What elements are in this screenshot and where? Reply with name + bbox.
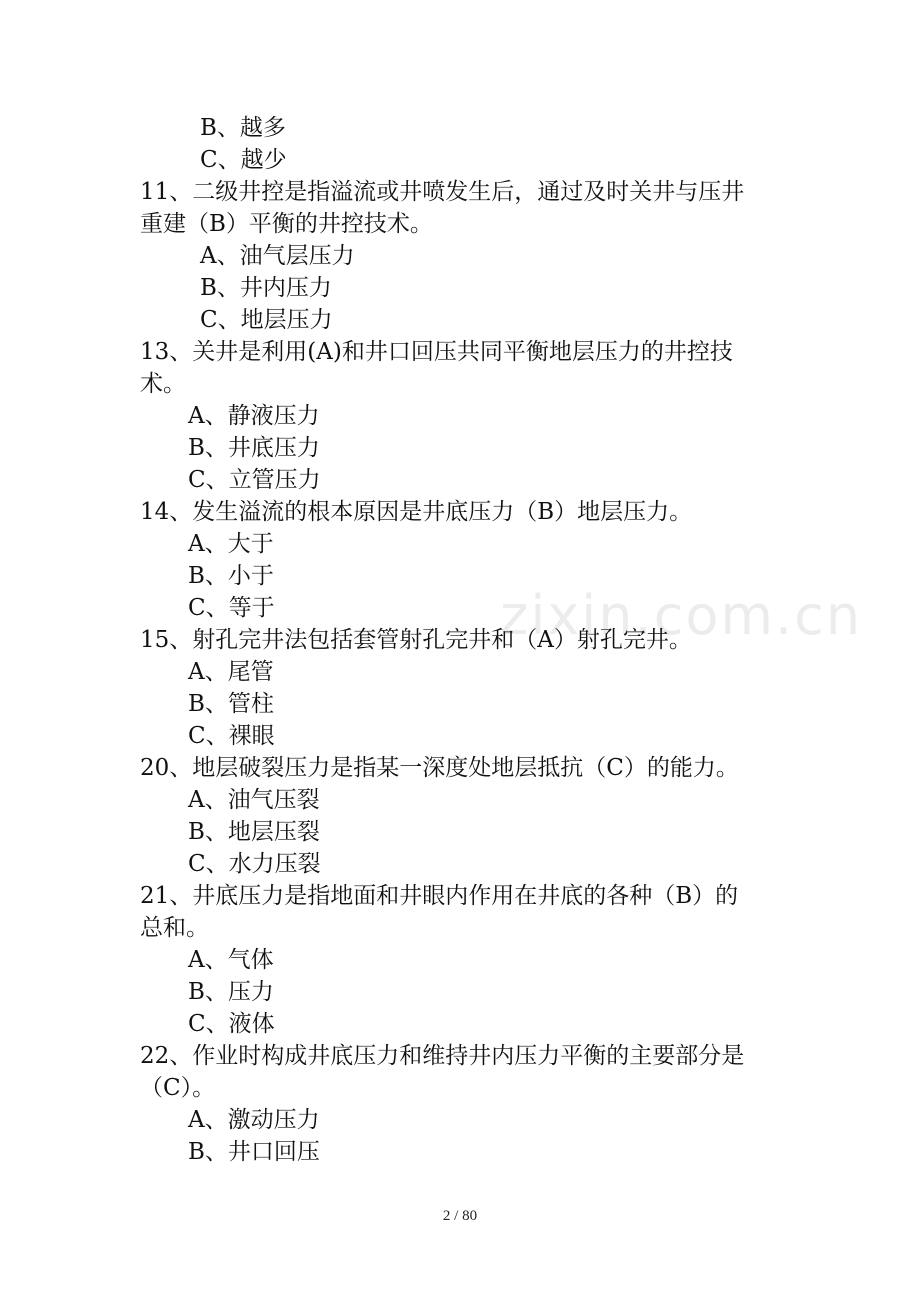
question-line: 11、二级井控是指溢流或井喷发生后，通过及时关井与压井 xyxy=(140,179,745,205)
option-line: C、立管压力 xyxy=(188,467,321,493)
option-line: C、地层压力 xyxy=(200,307,333,333)
option-line: C、等于 xyxy=(188,595,275,621)
question-line: 15、射孔完井法包括套管射孔完井和（A）射孔完井。 xyxy=(140,627,692,653)
option-line: B、井内压力 xyxy=(200,275,332,301)
option-line: C、越少 xyxy=(200,147,287,173)
option-line: A、静液压力 xyxy=(188,403,320,429)
question-line: 13、关井是利用(A)和井口回压共同平衡地层压力的井控技 xyxy=(140,339,733,365)
question-line: （C）。 xyxy=(140,1075,216,1101)
option-line: B、井底压力 xyxy=(188,435,320,461)
page-number: 2 / 80 xyxy=(442,1208,478,1224)
option-line: B、压力 xyxy=(188,979,274,1005)
option-line: A、大于 xyxy=(188,531,274,557)
option-line: C、裸眼 xyxy=(188,723,275,749)
option-line: B、小于 xyxy=(188,563,274,589)
option-line: A、尾管 xyxy=(188,659,274,685)
question-line: 21、井底压力是指地面和井眼内作用在井底的各种（B）的 xyxy=(140,883,739,909)
question-line: 总和。 xyxy=(140,915,209,941)
watermark: zixin.com.cn xyxy=(500,584,863,647)
option-line: B、管柱 xyxy=(188,691,274,717)
question-line: 20、地层破裂压力是指某一深度处地层抵抗（C）的能力。 xyxy=(140,755,739,781)
option-line: A、激动压力 xyxy=(188,1107,320,1133)
option-line: B、井口回压 xyxy=(188,1139,320,1165)
option-line: A、油气压裂 xyxy=(188,787,320,813)
option-line: A、油气层压力 xyxy=(200,243,355,269)
question-line: 术。 xyxy=(140,371,186,397)
option-line: C、水力压裂 xyxy=(188,851,321,877)
question-line: 22、作业时构成井底压力和维持井内压力平衡的主要部分是 xyxy=(140,1043,745,1069)
option-line: C、液体 xyxy=(188,1011,275,1037)
option-line: B、越多 xyxy=(200,115,286,141)
question-line: 重建（B）平衡的井控技术。 xyxy=(140,211,433,237)
question-line: 14、发生溢流的根本原因是井底压力（B）地层压力。 xyxy=(140,499,693,525)
option-line: A、气体 xyxy=(188,947,274,973)
option-line: B、地层压裂 xyxy=(188,819,320,845)
